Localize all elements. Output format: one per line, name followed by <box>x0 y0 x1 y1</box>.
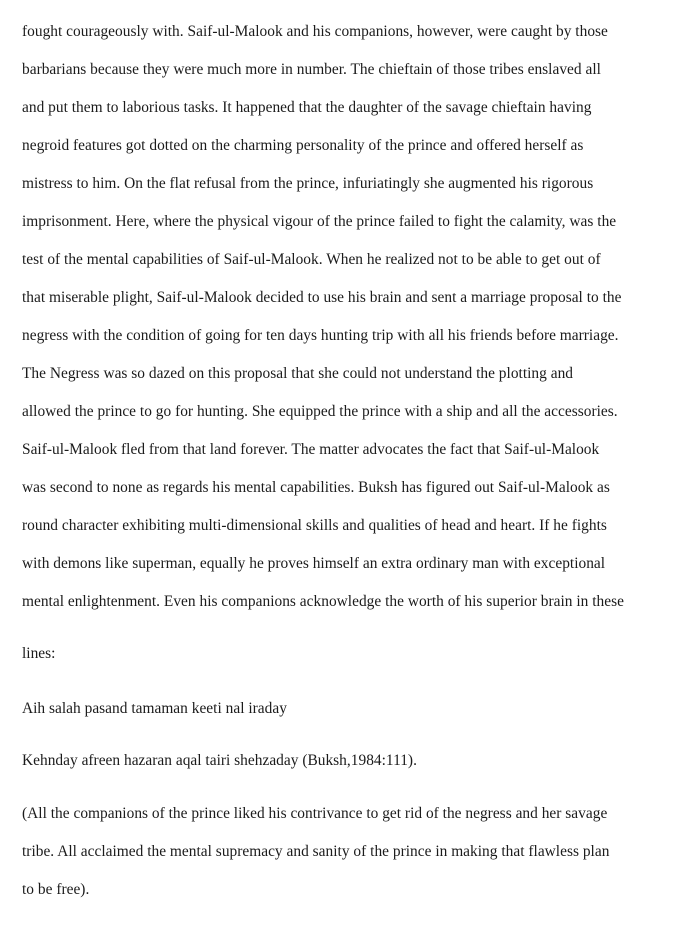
verse-line-1-paragraph <box>22 690 682 728</box>
text-line: barbarians because they were much more in number. The chieftain of those tribes enslaved all <box>22 61 601 78</box>
verse-line-2-paragraph <box>22 742 682 780</box>
text-line: fought courageously with. Saif-ul-Malook and his companions, however, were caught by those <box>22 23 608 40</box>
text-line: to be free). <box>22 881 90 898</box>
text-line: negroid features got dotted on the charming personality of the prince and offered herself as <box>22 137 584 154</box>
text-line: and put them to laborious tasks. It happened that the daughter of the savage chieftain having <box>22 99 592 116</box>
verse-line-1: Aih salah pasand tamaman keeti nal iraday <box>22 700 287 717</box>
text-line: test of the mental capabilities of Saif-ul-Malook. When he realized not to be able to get out of <box>22 251 601 268</box>
text-line: allowed the prince to go for hunting. She equipped the prince with a ship and all the accessories. <box>22 403 618 420</box>
text-line: negress with the condition of going for ten days hunting trip with all his friends before marriage. <box>22 327 619 344</box>
lead-in-line: lines: <box>22 645 56 662</box>
text-line: mental enlightenment. Even his companions acknowledge the worth of his superior brain in these <box>22 593 624 610</box>
text-line: with demons like superman, equally he proves himself an extra ordinary man with exceptional <box>22 555 606 572</box>
narrative-paragraph <box>22 13 682 621</box>
text-line: The Negress was so dazed on this proposal that she could not understand the plotting and <box>22 365 574 382</box>
text-line: imprisonment. Here, where the physical vigour of the prince failed to fight the calamity, was the <box>22 213 617 230</box>
text-line: round character exhibiting multi-dimensional skills and qualities of head and heart. If he fights <box>22 517 607 534</box>
text-line: that miserable plight, Saif-ul-Malook decided to use his brain and sent a marriage proposal to the <box>22 289 622 306</box>
text-line: tribe. All acclaimed the mental supremacy and sanity of the prince in making that flawless plan <box>22 843 610 860</box>
text-line: was second to none as regards his mental capabilities. Buksh has figured out Saif-ul-Malook as <box>22 479 610 496</box>
text-line: Saif-ul-Malook fled from that land forever. The matter advocates the fact that Saif-ul-Malook <box>22 441 600 458</box>
verse-line-2: Kehnday afreen hazaran aqal tairi shehzaday (Buksh,1984:111). <box>22 752 417 769</box>
text-line: mistress to him. On the flat refusal from the prince, infuriatingly she augmented his rigorous <box>22 175 594 192</box>
lead-in-paragraph <box>22 635 682 673</box>
text-line: (All the companions of the prince liked his contrivance to get rid of the negress and her savage <box>22 805 608 822</box>
verse-gloss-paragraph <box>22 795 682 909</box>
